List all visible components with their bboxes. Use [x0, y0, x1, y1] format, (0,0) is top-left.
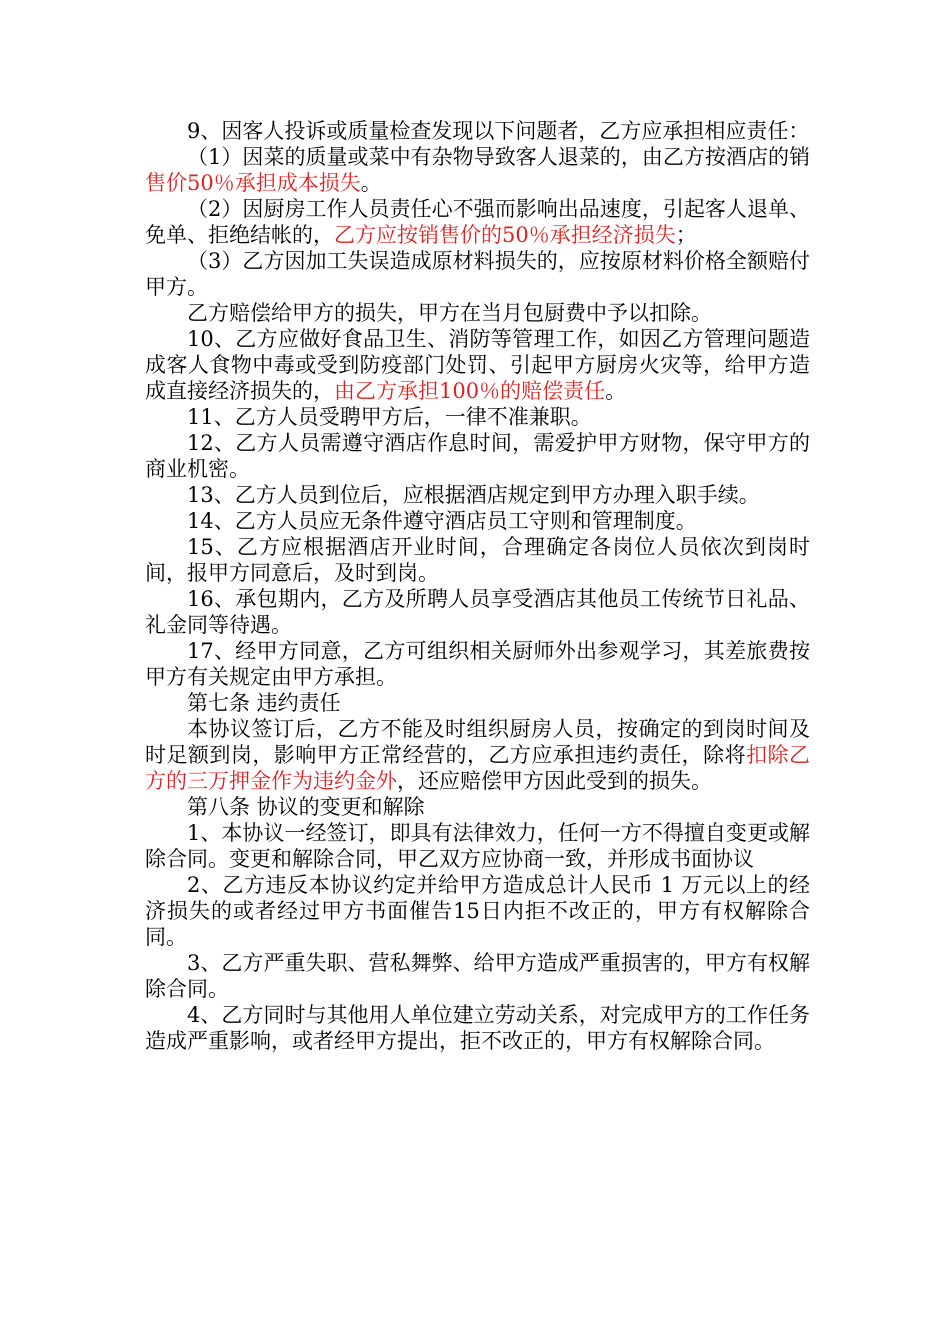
text-segment: 乙方赔偿给甲方的损失，甲方在当月包厨费中予以扣除。 [187, 301, 712, 325]
paragraph [145, 144, 810, 196]
text-segment: 15、乙方应根据酒店开业时间，合理确定各岗位人员依次到岗时间，报甲方同意后，及时到岗。 [145, 535, 810, 585]
text-segment: 12、乙方人员需遵守酒店作息时间，需爱护甲方财物，保守甲方的商业机密。 [145, 431, 810, 481]
paragraph [145, 872, 810, 950]
paragraph [145, 716, 810, 794]
paragraph [145, 638, 810, 690]
paragraph [145, 118, 810, 144]
highlighted-text: 乙方应按销售价的50％承担经济损失 [334, 223, 676, 247]
text-segment: 。 [605, 379, 627, 403]
highlighted-text: 售价50％承担成本损失 [145, 171, 361, 195]
text-segment: 11、乙方人员受聘甲方后，一律不准兼职。 [187, 405, 592, 429]
text-segment: （2）因厨房工作人员责任心不强而影响出品速度，引起客人退单、免单、拒绝结帐的， [145, 197, 810, 247]
text-segment: 9、因客人投诉或质量检查发现以下问题者，乙方应承担相应责任： [187, 119, 810, 143]
text-segment: （3）乙方因加工失误造成原材料损失的，应按原材料价格全额赔付甲方。 [145, 249, 810, 299]
paragraph [145, 534, 810, 586]
highlighted-text: 扣除乙方的三万押金作为违约金外 [145, 743, 811, 793]
text-segment: 第八条 协议的变更和解除 [187, 795, 425, 819]
document-page [145, 118, 810, 1054]
text-segment: ，还应赔偿甲方因此受到的损失。 [397, 769, 712, 793]
paragraph [145, 482, 810, 508]
paragraph [145, 300, 810, 326]
paragraph [145, 586, 810, 638]
paragraph [145, 508, 810, 534]
text-segment: 本协议签订后，乙方不能及时组织厨房人员，按确定的到岗时间及时足额到岗，影响甲方正常经营的，乙方应承担违约责任，除将 [145, 717, 810, 767]
highlighted-text: 由乙方承担100％的赔偿责任 [334, 379, 606, 403]
text-segment: （1）因菜的质量或菜中有杂物导致客人退菜的，由乙方按酒店的销 [187, 145, 810, 169]
paragraph [145, 1002, 810, 1054]
paragraph [145, 326, 810, 404]
text-segment: 2、乙方违反本协议约定并给甲方造成总计人民币 1 万元以上的经济损失的或者经过甲方书面催告15日内拒不改正的，甲方有权解除合同。 [145, 873, 810, 949]
paragraph [145, 430, 810, 482]
text-segment: 13、乙方人员到位后，应根据酒店规定到甲方办理入职手续。 [187, 483, 760, 507]
text-segment: 1、本协议一经签订，即具有法律效力，任何一方不得擅自变更或解除合同。变更和解除合同，甲乙双方应协商一致，并形成书面协议 [145, 821, 810, 871]
text-segment: ； [675, 223, 697, 247]
text-segment: 4、乙方同时与其他用人单位建立劳动关系，对完成甲方的工作任务造成严重影响，或者经甲方提出，拒不改正的，甲方有权解除合同。 [145, 1003, 810, 1053]
paragraph [145, 690, 810, 716]
text-segment: 16、承包期内，乙方及所聘人员享受酒店其他员工传统节日礼品、礼金同等待遇。 [145, 587, 810, 637]
text-segment: 14、乙方人员应无条件遵守酒店员工守则和管理制度。 [187, 509, 697, 533]
text-segment: 。 [360, 171, 382, 195]
text-segment: 3、乙方严重失职、营私舞弊、给甲方造成严重损害的，甲方有权解除合同。 [145, 951, 810, 1001]
paragraph [145, 248, 810, 300]
paragraph [145, 794, 810, 820]
text-segment: 第七条 违约责任 [187, 691, 341, 715]
paragraph [145, 404, 810, 430]
paragraph [145, 820, 810, 872]
paragraph [145, 196, 810, 248]
text-segment: 17、经甲方同意，乙方可组织相关厨师外出参观学习，其差旅费按甲方有关规定由甲方承担。 [145, 639, 810, 689]
paragraph [145, 950, 810, 1002]
text-segment: 10、乙方应做好食品卫生、消防等管理工作，如因乙方管理问题造成客人食物中毒或受到防疫部门处罚、引起甲方厨房火灾等，给甲方造成直接经济损失的， [145, 327, 810, 403]
